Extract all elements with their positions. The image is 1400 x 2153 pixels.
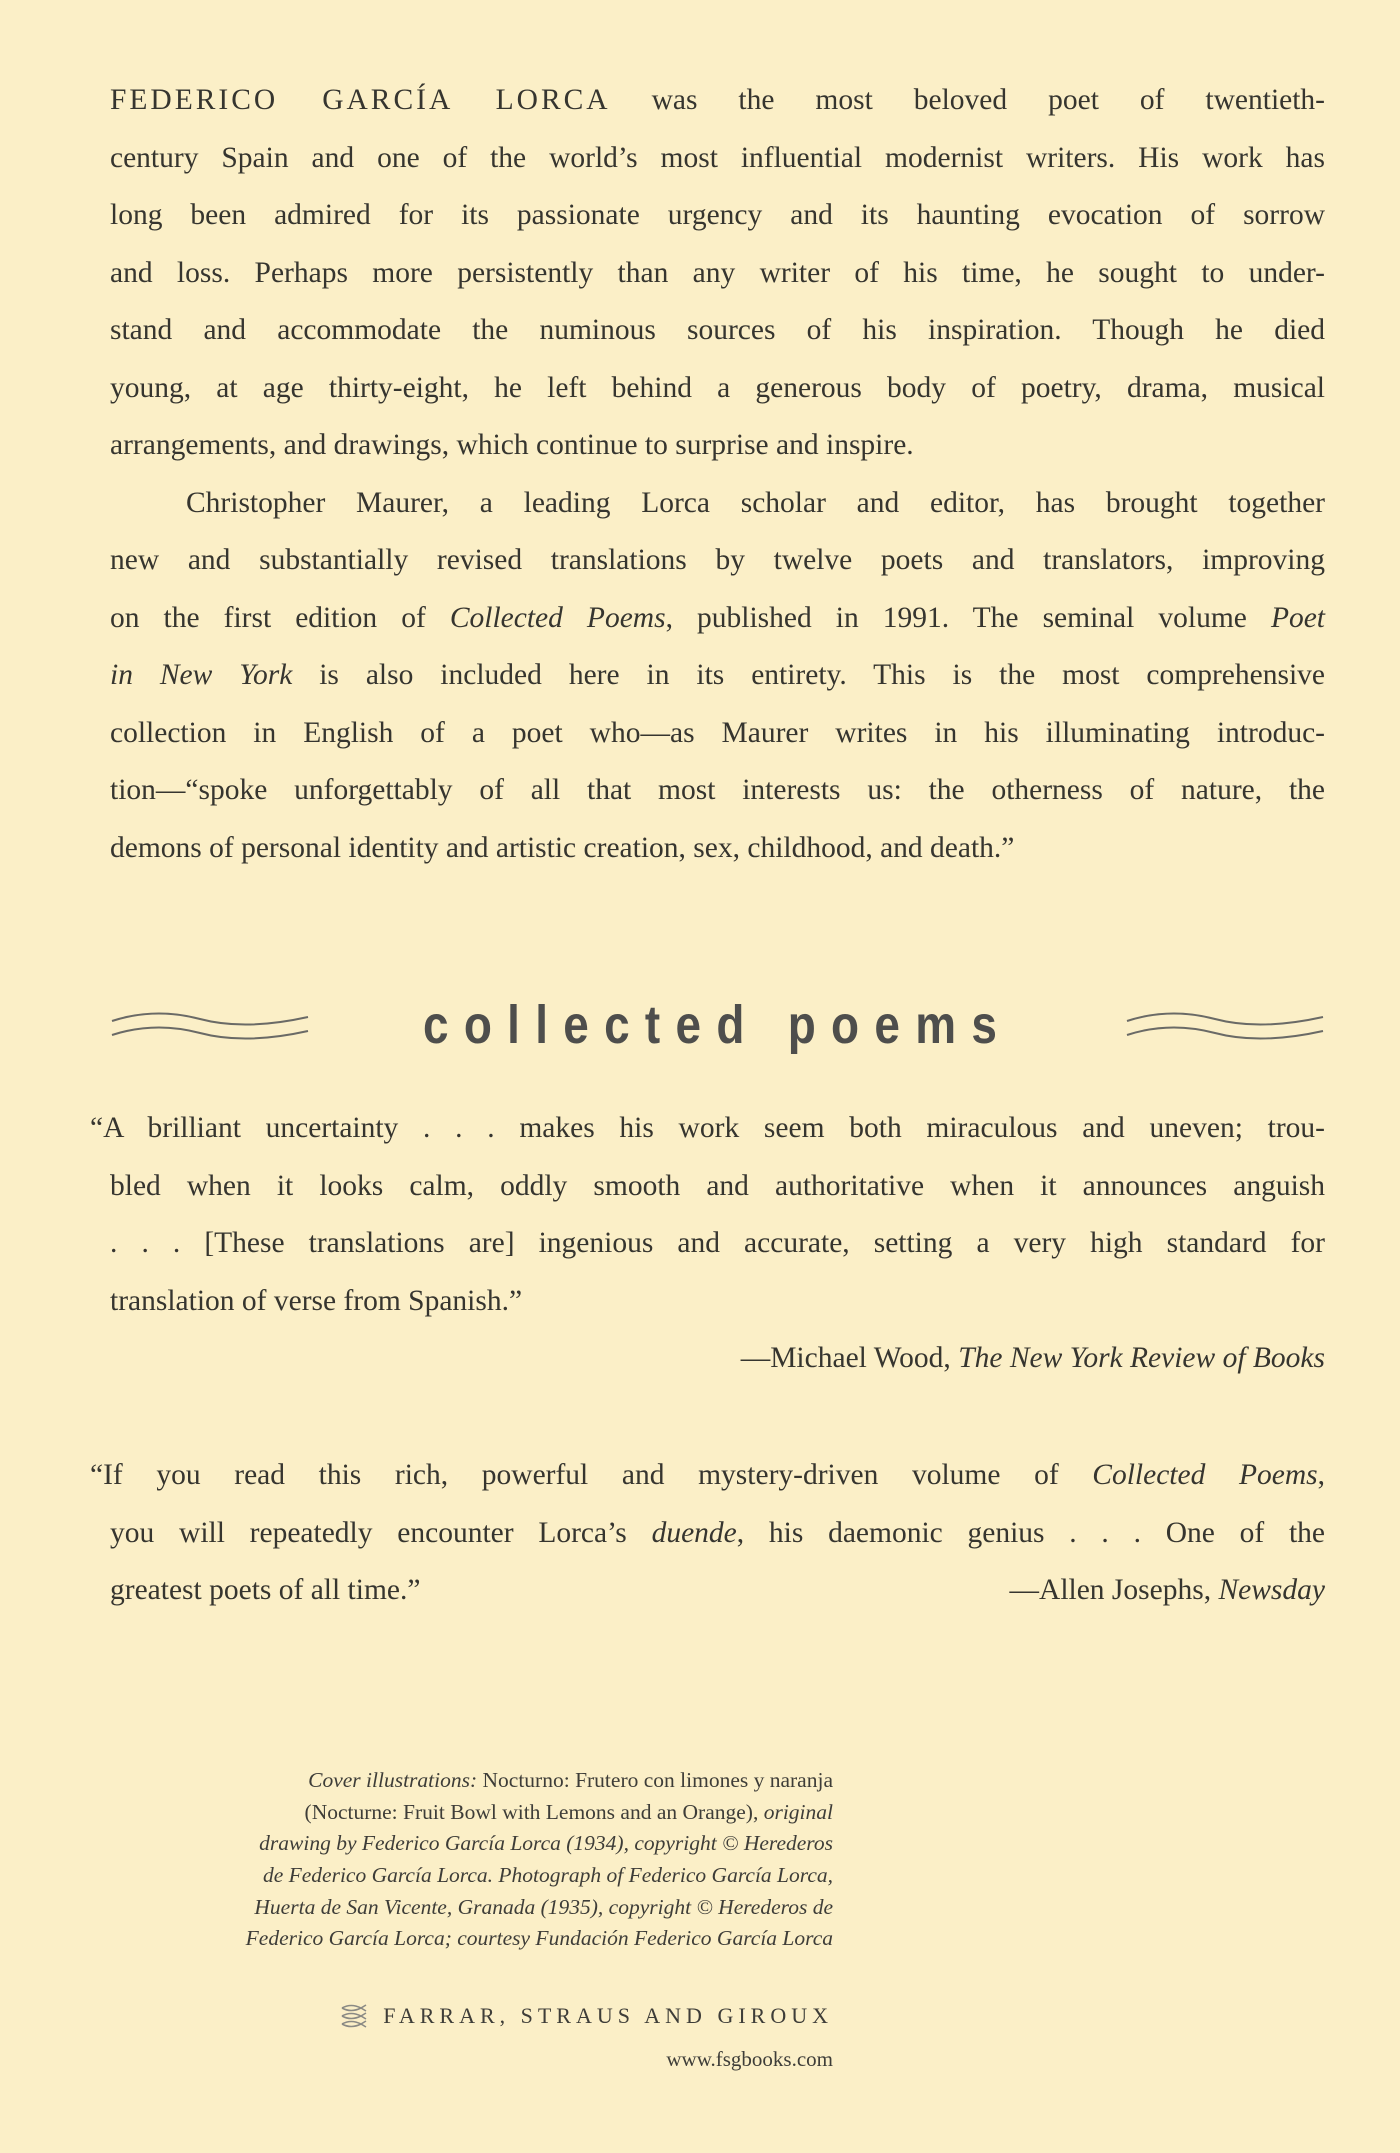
text-line	[110, 360, 1325, 418]
author-bio	[110, 72, 1325, 877]
italic-text: Collected Poems	[1092, 1459, 1318, 1491]
wave-ornament-right-icon	[1125, 1005, 1325, 1045]
text-line	[110, 1273, 1325, 1331]
text-line	[110, 130, 1325, 188]
cover-credits	[110, 1765, 833, 1955]
book-title-banner	[110, 985, 1325, 1065]
text-segment: translation of verse from Spanish.”	[110, 1284, 523, 1317]
reviewer-name: —Michael Wood,	[740, 1342, 959, 1374]
text-line	[110, 532, 1325, 590]
text-segment: “If you read this rich, powerful and mystery-driven volume of	[90, 1459, 1093, 1491]
italic-text: original	[763, 1799, 833, 1824]
text-segment: on the first edition of	[110, 601, 450, 634]
text-line	[110, 590, 1325, 648]
text-line	[110, 417, 1325, 475]
text-line	[110, 302, 1325, 360]
text-line	[110, 1215, 1325, 1273]
wave-ornament-left-icon	[110, 1005, 310, 1045]
text-segment: was the most beloved poet of twentieth-	[610, 84, 1326, 116]
text-line	[110, 1765, 833, 1797]
text-line	[110, 475, 1325, 533]
publisher-name: FARRAR, STRAUS AND GIROUX	[383, 2003, 833, 2028]
text-segment: collection in English of a poet who—as Maurer writes in his illuminating introduc-	[110, 716, 1325, 749]
text-line	[110, 245, 1325, 303]
text-line	[90, 1447, 1325, 1505]
review-attribution-josephs	[110, 1562, 1325, 1620]
text-line	[110, 72, 1325, 130]
text-segment: you will repeatedly encounter Lorca’s	[110, 1516, 652, 1549]
text-line	[110, 1797, 833, 1829]
reviewer-name: —Allen Josephs,	[1009, 1574, 1219, 1606]
text-segment: ,	[1317, 1459, 1325, 1491]
review-attribution-wood	[110, 1330, 1325, 1388]
text-segment: new and substantially revised translations by twelve poets and translators, improving	[110, 544, 1325, 576]
text-segment: is also included here in its entirety. This is the most comprehensive	[292, 659, 1326, 691]
text-line	[110, 1828, 833, 1860]
italic-text: de Federico García Lorca. Photograph of Federico García Lorca,	[262, 1863, 833, 1888]
text-segment: and loss. Perhaps more persistently than any writer of his time, he sought to under-	[110, 256, 1325, 289]
italic-text: in New York	[110, 659, 293, 691]
book-title: collected poems	[422, 995, 1013, 1055]
italic-text: Cover illustrations:	[308, 1768, 478, 1792]
fsg-fish-logo-icon	[339, 2003, 369, 2029]
text-segment: bled when it looks calm, oddly smooth and authoritative when it announces anguish	[110, 1169, 1325, 1202]
italic-text: duende	[651, 1516, 737, 1549]
text-line	[110, 1923, 833, 1955]
text-segment: stand and accommodate the numinous sources of his inspiration. Though he died	[110, 314, 1325, 346]
text-segment: , published in 1991. The seminal volume	[665, 601, 1271, 634]
italic-text: Huerta de San Vicente, Granada (1935), copyright © Herederos de	[254, 1894, 833, 1919]
text-segment: , his daemonic genius . . . One of the	[736, 1516, 1325, 1549]
text-segment: FEDERICO GARCÍA LORCA	[110, 84, 611, 116]
text-segment: young, at age thirty-eight, he left behind a generous body of poetry, drama, musical	[110, 371, 1325, 404]
publisher-imprint	[339, 2003, 833, 2029]
text-segment: demons of personal identity and artistic creation, sex, childhood, and death.”	[110, 831, 1015, 864]
text-line	[110, 187, 1325, 245]
text-segment: long been admired for its passionate urgency and its haunting evocation of sorrow	[110, 199, 1325, 231]
text-line	[110, 705, 1325, 763]
text-line	[110, 820, 1325, 878]
text-segment: Nocturno: Frutero con limones y naranja	[477, 1768, 833, 1792]
text-segment: tion—“spoke unforgettably of all that most interests us: the otherness of nature, the	[110, 774, 1325, 806]
text-segment: arrangements, and drawings, which continue to surprise and inspire.	[110, 429, 914, 461]
text-line	[110, 1505, 1325, 1563]
publication-name: Newsday	[1218, 1574, 1325, 1606]
text-line	[90, 1100, 1325, 1158]
text-line	[110, 1892, 833, 1924]
italic-text: drawing by Federico García Lorca (1934), copyright © Herederos	[259, 1831, 833, 1856]
publication-name: The New York Review of Books	[958, 1342, 1325, 1374]
review-quote-wood	[90, 1100, 1325, 1330]
text-segment: Christopher Maurer, a leading Lorca scholar and editor, has brought together	[186, 486, 1325, 519]
italic-text: Collected Poems	[449, 601, 666, 634]
text-line	[110, 762, 1325, 820]
text-segment: century Spain and one of the world’s most influential modernist writers. His work has	[110, 141, 1325, 174]
text-segment: “A brilliant uncertainty . . . makes his work seem both miraculous and uneven; trou-	[90, 1112, 1325, 1144]
italic-text: Poet	[1270, 601, 1325, 634]
text-segment: greatest poets of all time.”	[110, 1574, 421, 1606]
text-segment: (Nocturne: Fruit Bowl with Lemons and an Orange),	[304, 1799, 764, 1824]
text-line	[110, 1158, 1325, 1216]
text-segment: . . . [These translations are] ingenious and accurate, setting a very high standard for	[110, 1227, 1325, 1259]
publisher-website: www.fsgbooks.com	[666, 2047, 833, 2071]
text-line	[110, 647, 1325, 705]
italic-text: Federico García Lorca; courtesy Fundación Federico García Lorca	[245, 1926, 833, 1951]
text-line	[110, 1860, 833, 1892]
